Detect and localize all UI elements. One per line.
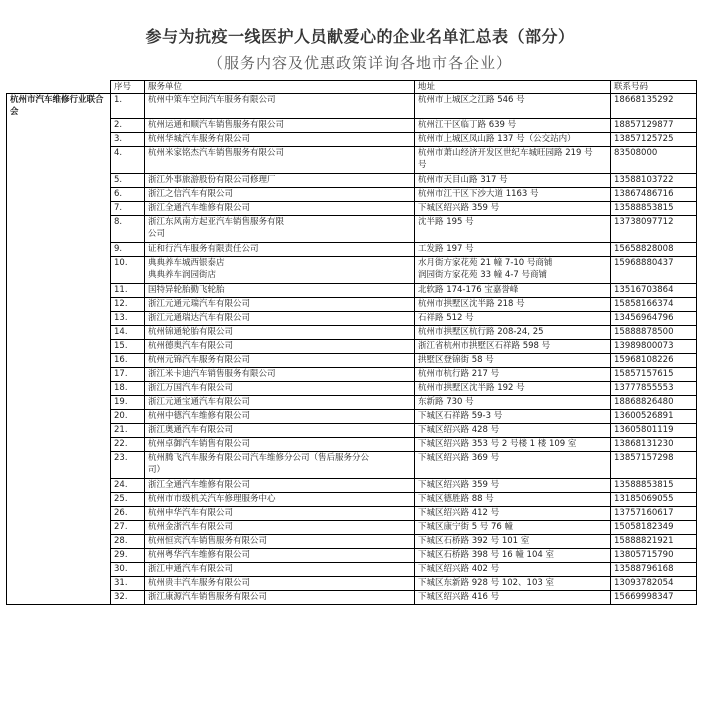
header-unit: 服务单位 bbox=[145, 81, 415, 94]
table-row bbox=[7, 548, 697, 562]
table-row bbox=[7, 132, 697, 146]
cell-phone: 13757160617 bbox=[611, 506, 697, 520]
cell-unit: 浙江申通汽车有限公司 bbox=[145, 562, 415, 576]
cell-no: 5. bbox=[111, 173, 145, 187]
cell-no: 15. bbox=[111, 339, 145, 353]
cell-no: 18. bbox=[111, 381, 145, 395]
cell-address: 杭州市杭行路 217 号 bbox=[415, 367, 611, 381]
table-row bbox=[7, 576, 697, 590]
group-cell-empty bbox=[7, 506, 111, 520]
table-row bbox=[7, 437, 697, 451]
group-cell-empty bbox=[7, 395, 111, 409]
cell-phone: 18868826480 bbox=[611, 395, 697, 409]
group-cell-empty bbox=[7, 520, 111, 534]
cell-unit: 浙江康源汽车销售服务有限公司 bbox=[145, 590, 415, 604]
table-row bbox=[7, 201, 697, 215]
cell-address: 东新路 730 号 bbox=[415, 395, 611, 409]
cell-unit: 杭州米家铭杰汽车销售服务有限公司 bbox=[145, 146, 415, 173]
cell-no: 22. bbox=[111, 437, 145, 451]
cell-unit: 证和行汽车服务有限责任公司 bbox=[145, 242, 415, 256]
cell-unit: 浙江元通元瑞汽车有限公司 bbox=[145, 297, 415, 311]
cell-no: 7. bbox=[111, 201, 145, 215]
cell-unit: 杭州市市级机关汽车修理服务中心 bbox=[145, 492, 415, 506]
cell-no: 29. bbox=[111, 548, 145, 562]
cell-unit: 杭州卓御汽车销售有限公司 bbox=[145, 437, 415, 451]
group-cell-empty bbox=[7, 242, 111, 256]
group-cell-empty bbox=[7, 590, 111, 604]
group-cell-empty bbox=[7, 423, 111, 437]
table-row bbox=[7, 562, 697, 576]
cell-phone: 15968108226 bbox=[611, 353, 697, 367]
cell-phone: 13605801119 bbox=[611, 423, 697, 437]
cell-address: 杭州市拱墅区沈半路 218 号 bbox=[415, 297, 611, 311]
cell-unit: 杭州中德汽车维修有限公司 bbox=[145, 409, 415, 423]
group-cell-empty bbox=[7, 132, 111, 146]
cell-address: 浙江省杭州市拱墅区石祥路 598 号 bbox=[415, 339, 611, 353]
page-subtitle: （服务内容及优惠政策详询各地市各企业） bbox=[207, 54, 512, 72]
cell-unit: 杭州金浙汽车有限公司 bbox=[145, 520, 415, 534]
cell-phone: 13777855553 bbox=[611, 381, 697, 395]
cell-unit: 浙江奥通汽车有限公司 bbox=[145, 423, 415, 437]
table-row bbox=[7, 339, 697, 353]
cell-phone: 15857157615 bbox=[611, 367, 697, 381]
cell-phone: 13867486716 bbox=[611, 187, 697, 201]
cell-no: 13. bbox=[111, 311, 145, 325]
cell-address: 下城区德胜路 88 号 bbox=[415, 492, 611, 506]
group-cell-empty bbox=[7, 353, 111, 367]
group-cell-empty bbox=[7, 325, 111, 339]
cell-phone: 13588853815 bbox=[611, 201, 697, 215]
cell-phone: 15888821921 bbox=[611, 534, 697, 548]
group-cell-empty bbox=[7, 215, 111, 242]
cell-unit: 杭州腾飞汽车服务有限公司汽车维修分公司（售后服务分公 司） bbox=[145, 451, 415, 478]
cell-phone: 15669998347 bbox=[611, 590, 697, 604]
cell-unit: 国特异轮胎勤飞轮胎 bbox=[145, 283, 415, 297]
cell-no: 31. bbox=[111, 576, 145, 590]
cell-address: 下城区东新路 928 号 102、103 室 bbox=[415, 576, 611, 590]
cell-no: 6. bbox=[111, 187, 145, 201]
cell-unit: 杭州申华汽车有限公司 bbox=[145, 506, 415, 520]
table-row bbox=[7, 506, 697, 520]
cell-address: 拱墅区登锦街 58 号 bbox=[415, 353, 611, 367]
cell-phone: 13600526891 bbox=[611, 409, 697, 423]
cell-address: 杭州市萧山经济开发区世纪车城旺园路 219 号 号 bbox=[415, 146, 611, 173]
table-row bbox=[7, 423, 697, 437]
cell-phone: 13857125725 bbox=[611, 132, 697, 146]
cell-unit: 典典养车城西银泰店 典典养车润园街店 bbox=[145, 256, 415, 283]
cell-phone: 13516703864 bbox=[611, 283, 697, 297]
cell-phone: 13989800073 bbox=[611, 339, 697, 353]
cell-unit: 杭州粤华汽车维修有限公司 bbox=[145, 548, 415, 562]
cell-address: 下城区绍兴路 402 号 bbox=[415, 562, 611, 576]
cell-unit: 杭州运通和顺汽车销售服务有限公司 bbox=[145, 118, 415, 132]
cell-no: 1. bbox=[111, 94, 145, 119]
group-cell-empty bbox=[7, 548, 111, 562]
cell-phone: 15968880437 bbox=[611, 256, 697, 283]
table-row bbox=[7, 256, 697, 283]
cell-unit: 浙江元通瑞达汽车有限公司 bbox=[145, 311, 415, 325]
cell-no: 4. bbox=[111, 146, 145, 173]
group-cell-empty bbox=[7, 146, 111, 173]
cell-address: 下城区绍兴路 353 号 2 号楼 1 楼 109 室 bbox=[415, 437, 611, 451]
cell-unit: 浙江万国汽车有限公司 bbox=[145, 381, 415, 395]
cell-unit: 杭州中策车空间汽车服务有限公司 bbox=[145, 94, 415, 119]
table-row bbox=[7, 451, 697, 478]
table-row bbox=[7, 187, 697, 201]
cell-address: 工发路 197 号 bbox=[415, 242, 611, 256]
cell-no: 21. bbox=[111, 423, 145, 437]
cell-unit: 杭州锦通轮胎有限公司 bbox=[145, 325, 415, 339]
table-row bbox=[7, 242, 697, 256]
table-row bbox=[7, 118, 697, 132]
cell-no: 23. bbox=[111, 451, 145, 478]
cell-phone: 13805715790 bbox=[611, 548, 697, 562]
cell-no: 20. bbox=[111, 409, 145, 423]
group-cell-empty bbox=[7, 409, 111, 423]
header-group-cell bbox=[7, 81, 111, 94]
cell-no: 30. bbox=[111, 562, 145, 576]
cell-address: 下城区石桥路 392 号 101 室 bbox=[415, 534, 611, 548]
header-address: 地址 bbox=[415, 81, 611, 94]
cell-no: 10. bbox=[111, 256, 145, 283]
table-row bbox=[7, 325, 697, 339]
cell-phone: 83508000 bbox=[611, 146, 697, 173]
cell-address: 杭州江干区临丁路 639 号 bbox=[415, 118, 611, 132]
cell-phone: 13588796168 bbox=[611, 562, 697, 576]
cell-unit: 浙江外事旅游股份有限公司修理厂 bbox=[145, 173, 415, 187]
cell-no: 8. bbox=[111, 215, 145, 242]
table-row bbox=[7, 353, 697, 367]
cell-unit: 浙江全通汽车维修有限公司 bbox=[145, 201, 415, 215]
cell-no: 16. bbox=[111, 353, 145, 367]
group-cell-empty bbox=[7, 297, 111, 311]
cell-phone: 13738097712 bbox=[611, 215, 697, 242]
cell-no: 12. bbox=[111, 297, 145, 311]
page-title: 参与为抗疫一线医护人员献爱心的企业名单汇总表（部分） bbox=[145, 27, 575, 46]
table-row bbox=[7, 492, 697, 506]
cell-no: 9. bbox=[111, 242, 145, 256]
cell-unit: 杭州元锦汽车服务有限公司 bbox=[145, 353, 415, 367]
cell-unit: 浙江全通汽车维修有限公司 bbox=[145, 478, 415, 492]
cell-address: 北软路 174-176 宝嘉誉峰 bbox=[415, 283, 611, 297]
group-cell-empty bbox=[7, 283, 111, 297]
table-row bbox=[7, 173, 697, 187]
cell-no: 14. bbox=[111, 325, 145, 339]
cell-phone: 13093782054 bbox=[611, 576, 697, 590]
table-row bbox=[7, 590, 697, 604]
cell-address: 杭州市天目山路 317 号 bbox=[415, 173, 611, 187]
cell-no: 24. bbox=[111, 478, 145, 492]
table-row bbox=[7, 146, 697, 173]
table-row bbox=[7, 283, 697, 297]
cell-address: 沈半路 195 号 bbox=[415, 215, 611, 242]
group-cell-empty bbox=[7, 451, 111, 478]
table-row bbox=[7, 409, 697, 423]
header-phone: 联系号码 bbox=[611, 81, 697, 94]
cell-phone: 13588103722 bbox=[611, 173, 697, 187]
table-row bbox=[7, 215, 697, 242]
cell-phone: 15858166374 bbox=[611, 297, 697, 311]
cell-phone: 13868131230 bbox=[611, 437, 697, 451]
cell-no: 19. bbox=[111, 395, 145, 409]
cell-phone: 13185069055 bbox=[611, 492, 697, 506]
cell-no: 11. bbox=[111, 283, 145, 297]
group-cell-empty bbox=[7, 492, 111, 506]
cell-phone: 18857129877 bbox=[611, 118, 697, 132]
cell-unit: 杭州贵丰汽车服务有限公司 bbox=[145, 576, 415, 590]
cell-unit: 浙江之信汽车有限公司 bbox=[145, 187, 415, 201]
table-row bbox=[7, 94, 697, 119]
group-cell-empty bbox=[7, 173, 111, 187]
cell-address: 下城区绍兴路 369 号 bbox=[415, 451, 611, 478]
cell-address: 下城区康宁街 5 号 76 幢 bbox=[415, 520, 611, 534]
cell-address: 杭州市拱墅区沈半路 192 号 bbox=[415, 381, 611, 395]
table-row bbox=[7, 520, 697, 534]
cell-address: 石祥路 512 号 bbox=[415, 311, 611, 325]
cell-address: 杭州市江干区下沙大道 1163 号 bbox=[415, 187, 611, 201]
cell-no: 25. bbox=[111, 492, 145, 506]
table-row bbox=[7, 534, 697, 548]
cell-no: 2. bbox=[111, 118, 145, 132]
cell-address: 下城区绍兴路 359 号 bbox=[415, 201, 611, 215]
group-cell-empty bbox=[7, 187, 111, 201]
cell-unit: 浙江东风南方起亚汽车销售服务有限 公司 bbox=[145, 215, 415, 242]
group-cell-empty bbox=[7, 311, 111, 325]
cell-phone: 15658828008 bbox=[611, 242, 697, 256]
cell-no: 32. bbox=[111, 590, 145, 604]
group-cell-empty bbox=[7, 437, 111, 451]
cell-unit: 杭州德奥汽车有限公司 bbox=[145, 339, 415, 353]
table-row bbox=[7, 478, 697, 492]
group-cell-empty bbox=[7, 478, 111, 492]
group-cell-empty bbox=[7, 381, 111, 395]
cell-address: 杭州市上城区之江路 546 号 bbox=[415, 94, 611, 119]
cell-unit: 浙江米卡迪汽车销售服务有限公司 bbox=[145, 367, 415, 381]
group-cell-empty bbox=[7, 118, 111, 132]
header-no: 序号 bbox=[111, 81, 145, 94]
group-cell-empty bbox=[7, 367, 111, 381]
cell-phone: 13456964796 bbox=[611, 311, 697, 325]
cell-address: 水月街方家花苑 21 幢 7-10 号商铺 润园街方家花苑 33 幢 4-7 号商铺 bbox=[415, 256, 611, 283]
cell-phone: 15058182349 bbox=[611, 520, 697, 534]
group-cell-empty bbox=[7, 339, 111, 353]
cell-phone: 13588853815 bbox=[611, 478, 697, 492]
cell-unit: 杭州华城汽车服务有限公司 bbox=[145, 132, 415, 146]
cell-address: 下城区绍兴路 359 号 bbox=[415, 478, 611, 492]
cell-unit: 杭州恒宾汽车销售服务有限公司 bbox=[145, 534, 415, 548]
cell-address: 下城区石祥路 59-3 号 bbox=[415, 409, 611, 423]
table-row bbox=[7, 311, 697, 325]
table-row bbox=[7, 395, 697, 409]
cell-address: 下城区绍兴路 428 号 bbox=[415, 423, 611, 437]
table-header-row bbox=[7, 81, 697, 94]
cell-no: 27. bbox=[111, 520, 145, 534]
cell-phone: 15888878500 bbox=[611, 325, 697, 339]
cell-address: 下城区绍兴路 416 号 bbox=[415, 590, 611, 604]
company-table bbox=[6, 80, 697, 605]
group-cell-empty bbox=[7, 256, 111, 283]
cell-no: 17. bbox=[111, 367, 145, 381]
cell-phone: 18668135292 bbox=[611, 94, 697, 119]
group-cell-empty bbox=[7, 576, 111, 590]
group-cell-empty bbox=[7, 534, 111, 548]
group-cell-empty bbox=[7, 562, 111, 576]
cell-address: 下城区石桥路 398 号 16 幢 104 室 bbox=[415, 548, 611, 562]
cell-address: 杭州市上城区凤山路 137 号（公交站内） bbox=[415, 132, 611, 146]
group-cell-empty bbox=[7, 201, 111, 215]
cell-no: 26. bbox=[111, 506, 145, 520]
cell-no: 3. bbox=[111, 132, 145, 146]
cell-phone: 13857157298 bbox=[611, 451, 697, 478]
cell-unit: 浙江元通宝通汽车有限公司 bbox=[145, 395, 415, 409]
table-row bbox=[7, 297, 697, 311]
cell-address: 杭州市拱墅区杭行路 208-24, 25 bbox=[415, 325, 611, 339]
table-row bbox=[7, 367, 697, 381]
cell-no: 28. bbox=[111, 534, 145, 548]
cell-address: 下城区绍兴路 412 号 bbox=[415, 506, 611, 520]
table-row bbox=[7, 381, 697, 395]
group-cell: 杭州市汽车维修行业联合会 bbox=[7, 94, 111, 119]
